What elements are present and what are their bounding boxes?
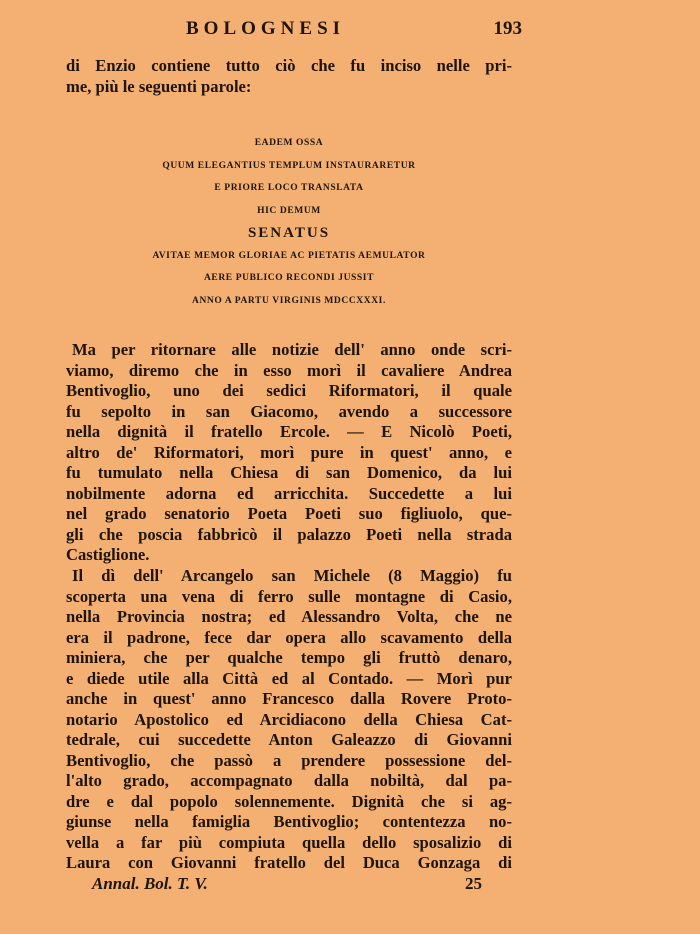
intro-text: [66, 56, 512, 97]
inscription-line: SENATUS: [247, 225, 331, 241]
text-line: e diede utile alla Città ed al Contado. — Morì pur: [66, 668, 512, 688]
text-line: scoperta una vena di ferro sulle montagne di Casio,: [66, 586, 512, 606]
text-line: era il padrone, fece dar opera allo scavamento della: [66, 627, 512, 647]
text-line: nella Provincia nostra; ed Alessandro Volta, che ne: [66, 607, 512, 626]
header-title: BOLOGNESI: [186, 18, 346, 39]
text-line: fu sepolto in san Giacomo, avendo a successore: [66, 401, 512, 421]
paragraph-2: [66, 566, 512, 874]
paragraph-1: [66, 340, 512, 566]
text-line: Bentivoglio, uno dei sedici Riformatori, il quale: [66, 381, 512, 400]
text-line: giunse nella famiglia Bentivoglio; contentezza no-: [66, 812, 512, 831]
text-line: vella a far più compiuta quella dello sposalizio di: [66, 832, 512, 852]
text-line: di Enzio contiene tutto ciò che fu inciso nelle pri-: [66, 56, 512, 75]
text-line: Bentivoglio, che passò a prendere possessione del-: [66, 750, 512, 770]
text-line: anche in quest' anno Francesco dalla Rovere Proto-: [66, 689, 512, 708]
text-line: gli che poscia fabbricò il palazzo Poeti nella strada: [66, 524, 512, 544]
text-line: me, più le seguenti parole:: [66, 76, 252, 96]
inscription-line: EADEM OSSA: [254, 138, 324, 148]
sheet-number: 25: [465, 874, 482, 893]
text-line: tedrale, cui succedette Anton Galeazzo di Giovanni: [66, 730, 512, 749]
page-footer: [92, 874, 512, 896]
text-line: nella dignità il fratello Ercole. — E Nicolò Poeti,: [66, 422, 512, 441]
signature-mark: Annal. Bol. T. V.: [92, 874, 208, 893]
latin-inscription: [66, 132, 512, 312]
inscription-line: AVITAE MEMOR GLORIAE AC PIETATIS AEMULATOR: [152, 250, 426, 261]
text-line: viamo, diremo che in esso morì il cavaliere Andrea: [66, 360, 512, 380]
text-line: altro de' Riformatori, morì pure in quest' anno, e: [66, 442, 512, 462]
text-line: miniera, che per qualche tempo gli fruttò denaro,: [66, 648, 512, 667]
text-line: Laura con Giovanni fratello del Duca Gonzaga di: [66, 853, 512, 872]
inscription-line: QUUM ELEGANTIUS TEMPLUM INSTAURARETUR: [162, 160, 416, 171]
text-line: Il dì dell' Arcangelo san Michele (8 Maggio) fu: [72, 566, 512, 585]
text-line: Castiglione.: [66, 545, 150, 564]
text-line: fu tumulato nella Chiesa di san Domenico, da lui: [66, 463, 512, 482]
inscription-line: AERE PUBLICO RECONDI JUSSIT: [203, 273, 375, 283]
text-line: notario Apostolico ed Arcidiacono della Chiesa Cat-: [66, 709, 512, 729]
text-line: dre e dal popolo solennemente. Dignità che si ag-: [66, 791, 512, 811]
text-line: nobilmente adorna ed arricchita. Succedette a lui: [66, 483, 512, 503]
text-line: nel grado senatorio Poeta Poeti suo figliuolo, que-: [66, 504, 512, 523]
text-line: l'alto grado, accompagnato dalla nobiltà, dal pa-: [66, 771, 512, 790]
inscription-line: E PRIORE LOCO TRANSLATA: [214, 183, 364, 193]
running-header: [66, 18, 522, 42]
page-number: 193: [493, 18, 522, 39]
inscription-line: HIC DEMUM: [257, 205, 321, 216]
text-line: Ma per ritornare alle notizie dell' anno onde scri-: [72, 340, 512, 359]
inscription-line: ANNO A PARTU VIRGINIS MDCCXXXI.: [192, 295, 386, 306]
